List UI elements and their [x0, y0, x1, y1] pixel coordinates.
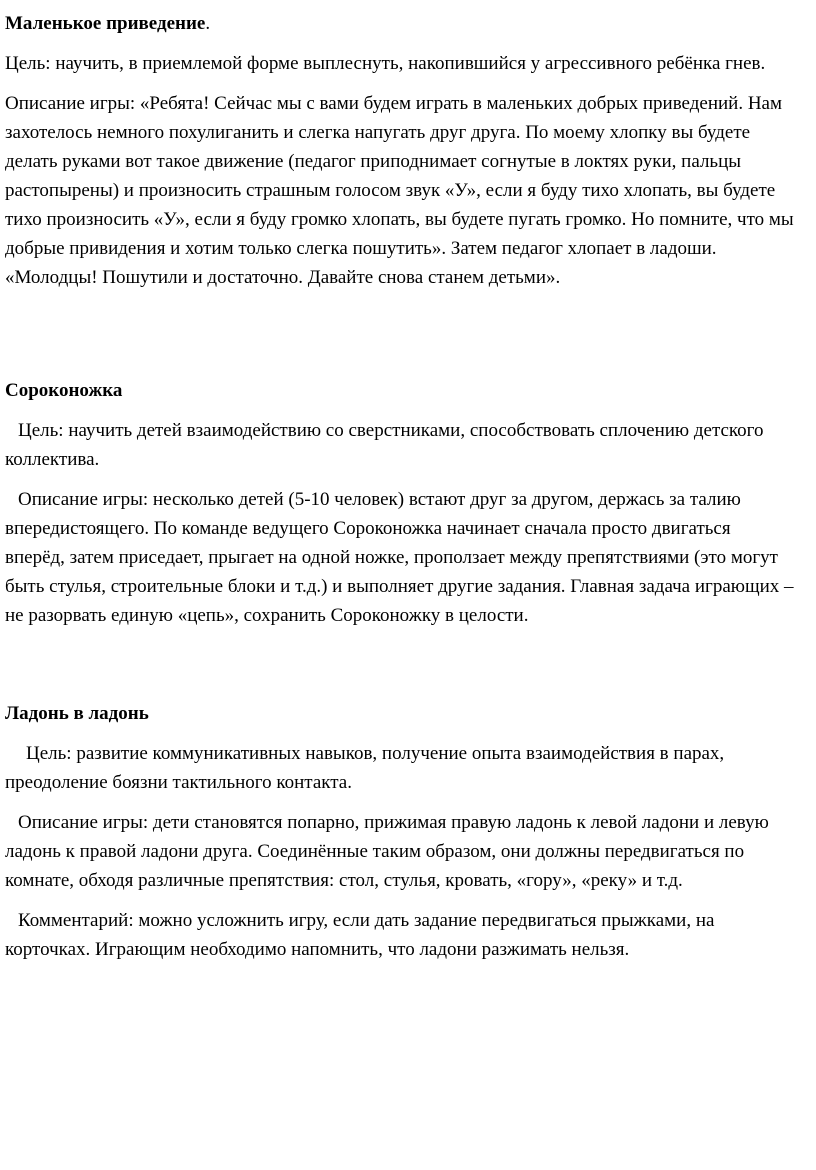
- paragraph-goal: Цель: научить, в приемлемой форме выплеснуть, накопившийся у агрессивного ребёнка гнев.: [5, 53, 766, 74]
- paragraph-game-description: Описание игры: несколько детей (5-10 человек) встают друг за другом, держась за талию впередистоящего. По команде ведущего Сороконожка начинает сначала просто двигаться вперёд, затем приседает, прыгает на одной ножке, проползает между препятствиями (это могут быть стулья, строительные блоки и т.д.) и выполняет другие задания. Главная задача играющих – не разорвать единую «цепь», сохранить Сороконожку в целости.: [5, 489, 794, 626]
- section-heading: [5, 9, 794, 38]
- section-heading-suffix: .: [205, 13, 211, 34]
- section-heading: [5, 699, 794, 728]
- paragraph-goal: Цель: развитие коммуникативных навыков, получение опыта взаимодействия в парах, преодоление боязни тактильного контакта.: [5, 743, 725, 793]
- section-heading: [5, 376, 794, 405]
- section-malenkoe-privedenie: [5, 9, 794, 292]
- section-heading-text: Маленькое приведение: [5, 13, 206, 34]
- paragraph-game-description: Описание игры: «Ребята! Сейчас мы с вами будем играть в маленьких добрых приведений. Нам захотелось немного похулиганить и слегка напугать друг друга. По моему хлопку вы будете делать руками вот такое движение (педагог приподнимает согнутые в локтях руки, пальцы растопырены) и произносить страшным голосом звук «У», если я буду тихо хлопать, вы будете тихо произносить «У», если я буду громко хлопать, вы будете пугать громко. Но помните, что мы добрые привидения и хотим только слегка пошутить». Затем педагог хлопает в ладоши. «Молодцы! Пошутили и достаточно. Давайте снова станем детьми».: [5, 93, 794, 288]
- section-ladon-v-ladon: [5, 699, 794, 964]
- paragraph-goal: Цель: научить детей взаимодействию со сверстниками, способствовать сплочению детского коллектива.: [5, 420, 764, 470]
- section-heading-text: Ладонь в ладонь: [5, 703, 149, 724]
- section-heading-text: Сороконожка: [5, 380, 123, 401]
- paragraph-comment: Комментарий: можно усложнить игру, если дать задание передвигаться прыжками, на корточках. Играющим необходимо напомнить, что ладони разжимать нельзя.: [5, 910, 715, 960]
- section-sorokonozhka: [5, 376, 794, 630]
- paragraph-game-description: Описание игры: дети становятся попарно, прижимая правую ладонь к левой ладони и левую ладонь к правой ладони друга. Соединённые таким образом, они должны передвигаться по комнате, обходя различные препятствия: стол, стулья, кровать, «гору», «реку» и т.д.: [5, 812, 769, 891]
